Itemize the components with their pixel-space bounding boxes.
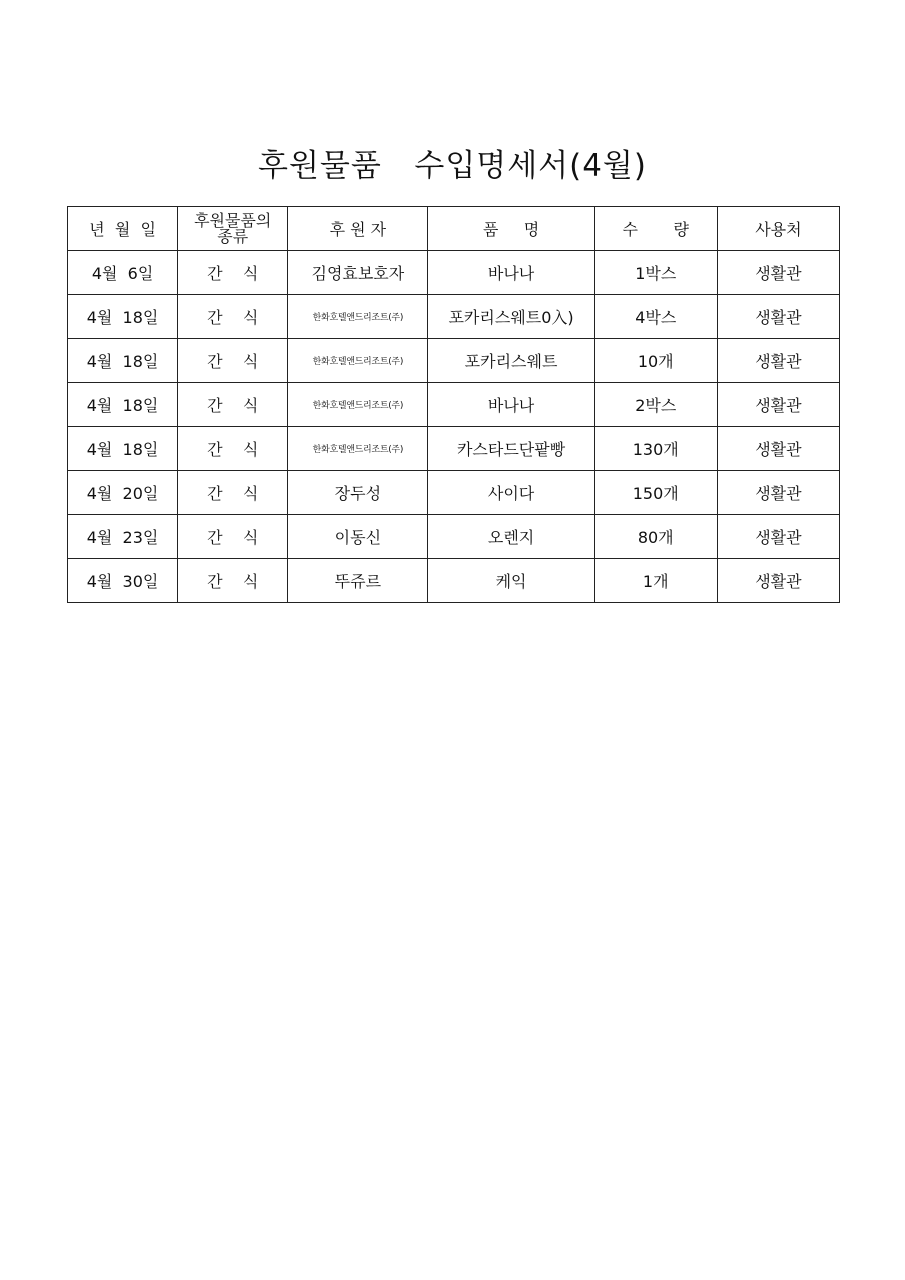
cell-date: 4월 30일 (68, 559, 178, 603)
cell-date: 4월 23일 (68, 515, 178, 559)
cell-donor: 한화호텔앤드리조트(주) (288, 383, 428, 427)
cell-type: 간 식 (178, 427, 288, 471)
cell-item: 카스타드단팥빵 (428, 427, 594, 471)
cell-donor: 한화호텔앤드리조트(주) (288, 295, 428, 339)
cell-usage-place: 생활관 (717, 339, 839, 383)
table-header-row (68, 207, 840, 251)
table-row (68, 339, 840, 383)
cell-quantity: 2박스 (594, 383, 717, 427)
cell-usage-place: 생활관 (717, 515, 839, 559)
table-row (68, 515, 840, 559)
cell-donor: 한화호텔앤드리조트(주) (288, 339, 428, 383)
cell-date: 4월 18일 (68, 427, 178, 471)
cell-donor: 뚜쥬르 (288, 559, 428, 603)
cell-item: 바나나 (428, 251, 594, 295)
cell-type: 간 식 (178, 251, 288, 295)
cell-usage-place: 생활관 (717, 383, 839, 427)
cell-donor: 김영효보호자 (288, 251, 428, 295)
table-row (68, 295, 840, 339)
cell-donor: 한화호텔앤드리조트(주) (288, 427, 428, 471)
cell-type: 간 식 (178, 559, 288, 603)
cell-item: 사이다 (428, 471, 594, 515)
cell-type: 간 식 (178, 295, 288, 339)
cell-quantity: 130개 (594, 427, 717, 471)
cell-quantity: 4박스 (594, 295, 717, 339)
cell-item: 바나나 (428, 383, 594, 427)
header-donor: 후 원 자 (288, 207, 428, 251)
cell-type: 간 식 (178, 339, 288, 383)
cell-usage-place: 생활관 (717, 295, 839, 339)
header-quantity: 수 량 (594, 207, 717, 251)
table-row (68, 383, 840, 427)
cell-type: 간 식 (178, 471, 288, 515)
header-usage-place: 사용처 (717, 207, 839, 251)
cell-type: 간 식 (178, 515, 288, 559)
cell-donor: 이동신 (288, 515, 428, 559)
cell-date: 4월 20일 (68, 471, 178, 515)
cell-item: 포카리스웨트 (428, 339, 594, 383)
table-row (68, 427, 840, 471)
header-donation-type (178, 207, 288, 251)
cell-date: 4월 18일 (68, 295, 178, 339)
cell-quantity: 1개 (594, 559, 717, 603)
cell-quantity: 10개 (594, 339, 717, 383)
header-item-name: 품 명 (428, 207, 594, 251)
cell-donor: 장두성 (288, 471, 428, 515)
header-donation-type-line1: 후원물품의 (194, 210, 272, 230)
table-row (68, 471, 840, 515)
cell-date: 4월 6일 (68, 251, 178, 295)
table-row (68, 559, 840, 603)
cell-usage-place: 생활관 (717, 559, 839, 603)
cell-quantity: 1박스 (594, 251, 717, 295)
cell-item: 케익 (428, 559, 594, 603)
header-date: 년 월 일 (68, 207, 178, 251)
cell-date: 4월 18일 (68, 339, 178, 383)
cell-date: 4월 18일 (68, 383, 178, 427)
donation-receipt-table (67, 206, 840, 603)
cell-usage-place: 생활관 (717, 427, 839, 471)
document-title: 후원물품 수입명세서(4월) (258, 148, 647, 184)
cell-item: 오렌지 (428, 515, 594, 559)
cell-type: 간 식 (178, 383, 288, 427)
cell-usage-place: 생활관 (717, 471, 839, 515)
table-row (68, 251, 840, 295)
header-donation-type-line2: 종류 (217, 226, 249, 246)
cell-quantity: 150개 (594, 471, 717, 515)
cell-item: 포카리스웨트0入) (428, 295, 594, 339)
cell-quantity: 80개 (594, 515, 717, 559)
cell-usage-place: 생활관 (717, 251, 839, 295)
